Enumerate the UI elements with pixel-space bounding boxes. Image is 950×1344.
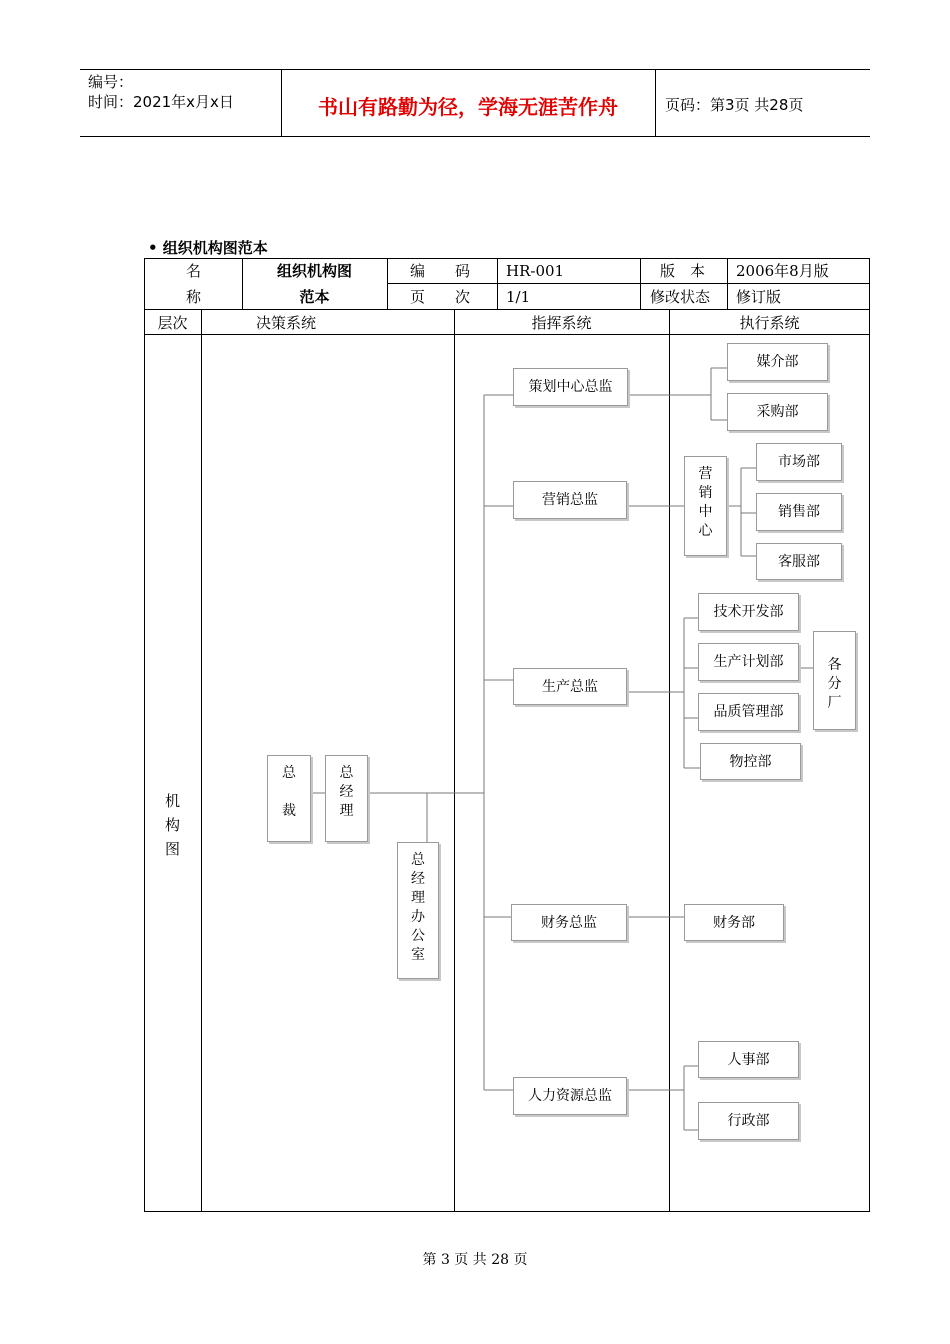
org-box-tech-dev-dept bbox=[698, 593, 799, 631]
org-box-marketing-center-label: 营 销 中 心 bbox=[698, 466, 713, 539]
org-box-finance-director bbox=[511, 904, 627, 941]
org-box-customer-service-label: 客服部 bbox=[778, 553, 820, 570]
version-label: 版 本 bbox=[660, 262, 706, 280]
org-box-sales-dept bbox=[756, 493, 842, 531]
status-label: 修改状态 bbox=[650, 288, 711, 306]
org-box-sales-label: 销售部 bbox=[778, 504, 820, 520]
org-box-tech-dev-label: 技术开发部 bbox=[713, 604, 784, 620]
org-box-hr-director bbox=[513, 1077, 627, 1115]
org-box-marketing-center bbox=[684, 456, 727, 556]
header-page-info: 页码：第3页 共28页 bbox=[665, 96, 804, 114]
org-box-finance-dept bbox=[684, 904, 784, 941]
header-number-label: 编号： bbox=[88, 73, 134, 91]
org-box-branch-factories-label: 各 分 厂 bbox=[827, 657, 842, 711]
org-box-branch-factories bbox=[813, 631, 856, 730]
org-box-gm-label: 总 经 理 bbox=[339, 765, 354, 819]
org-box-media-label: 媒介部 bbox=[756, 354, 799, 370]
section-title: • 组织机构图范本 bbox=[148, 239, 268, 257]
org-box-prod-plan-label: 生产计划部 bbox=[713, 654, 784, 670]
org-box-quality-label: 品质管理部 bbox=[713, 704, 784, 720]
org-box-purchasing-dept bbox=[727, 393, 828, 431]
org-box-material-dept bbox=[700, 743, 801, 780]
org-box-prod-plan-dept bbox=[698, 643, 799, 681]
org-box-personnel-dept bbox=[698, 1041, 799, 1078]
doc-title-line-2: 范本 bbox=[299, 288, 330, 306]
org-box-finance-label: 财务总监 bbox=[541, 914, 597, 931]
org-box-market-dept bbox=[756, 443, 842, 481]
org-box-finance-dept-label: 财务部 bbox=[713, 914, 755, 931]
org-box-planning-label: 策划中心总监 bbox=[528, 379, 613, 395]
org-box-personnel-label: 人事部 bbox=[727, 1051, 770, 1068]
org-box-gm-office bbox=[397, 842, 439, 979]
org-box-marketing-label: 营销总监 bbox=[542, 492, 598, 508]
org-box-material-label: 物控部 bbox=[729, 753, 772, 770]
org-box-purchasing-label: 采购部 bbox=[756, 404, 799, 420]
org-box-hr-label: 人力资源总监 bbox=[528, 1088, 612, 1104]
org-box-production-director bbox=[513, 668, 627, 705]
col-header-level: 层次 bbox=[157, 314, 188, 332]
org-chart-label: 机 构 图 bbox=[164, 792, 180, 858]
org-box-admin-label: 行政部 bbox=[727, 1113, 770, 1129]
org-box-market-label: 市场部 bbox=[778, 454, 820, 470]
name-label-1: 名 bbox=[186, 262, 202, 280]
org-box-president bbox=[267, 755, 311, 842]
header-motto: 书山有路勤为径，学海无涯苦作舟 bbox=[318, 95, 618, 119]
name-label-2: 称 bbox=[186, 288, 202, 306]
col-header-command: 指挥系统 bbox=[531, 314, 592, 332]
header-date: 时间：2021年x月x日 bbox=[88, 93, 234, 111]
org-box-general-manager bbox=[325, 755, 368, 842]
org-box-marketing-director bbox=[513, 481, 627, 519]
org-box-president-label: 总 裁 bbox=[282, 765, 296, 819]
code-value: HR-001 bbox=[506, 262, 565, 280]
col-header-execution: 执行系统 bbox=[739, 314, 800, 332]
doc-title-line-1: 组织机构图 bbox=[276, 262, 352, 280]
org-box-quality-dept bbox=[698, 693, 799, 731]
org-box-production-label: 生产总监 bbox=[542, 678, 598, 695]
page-value: 1/1 bbox=[506, 288, 531, 306]
col-header-decision: 决策系统 bbox=[255, 314, 316, 332]
page-label: 页 次 bbox=[410, 288, 471, 306]
status-value: 修订版 bbox=[736, 288, 782, 306]
version-value: 2006年8月版 bbox=[736, 262, 829, 280]
code-label: 编 码 bbox=[410, 262, 471, 280]
org-box-gm-office-label: 总 经 理 办 公 室 bbox=[411, 852, 425, 963]
org-box-customer-service-dept bbox=[756, 543, 842, 580]
page-footer: 第 3 页 共 28 页 bbox=[422, 1252, 528, 1268]
org-box-media-dept bbox=[727, 343, 828, 381]
org-box-admin-dept bbox=[698, 1102, 799, 1140]
org-box-planning-director bbox=[513, 368, 628, 406]
